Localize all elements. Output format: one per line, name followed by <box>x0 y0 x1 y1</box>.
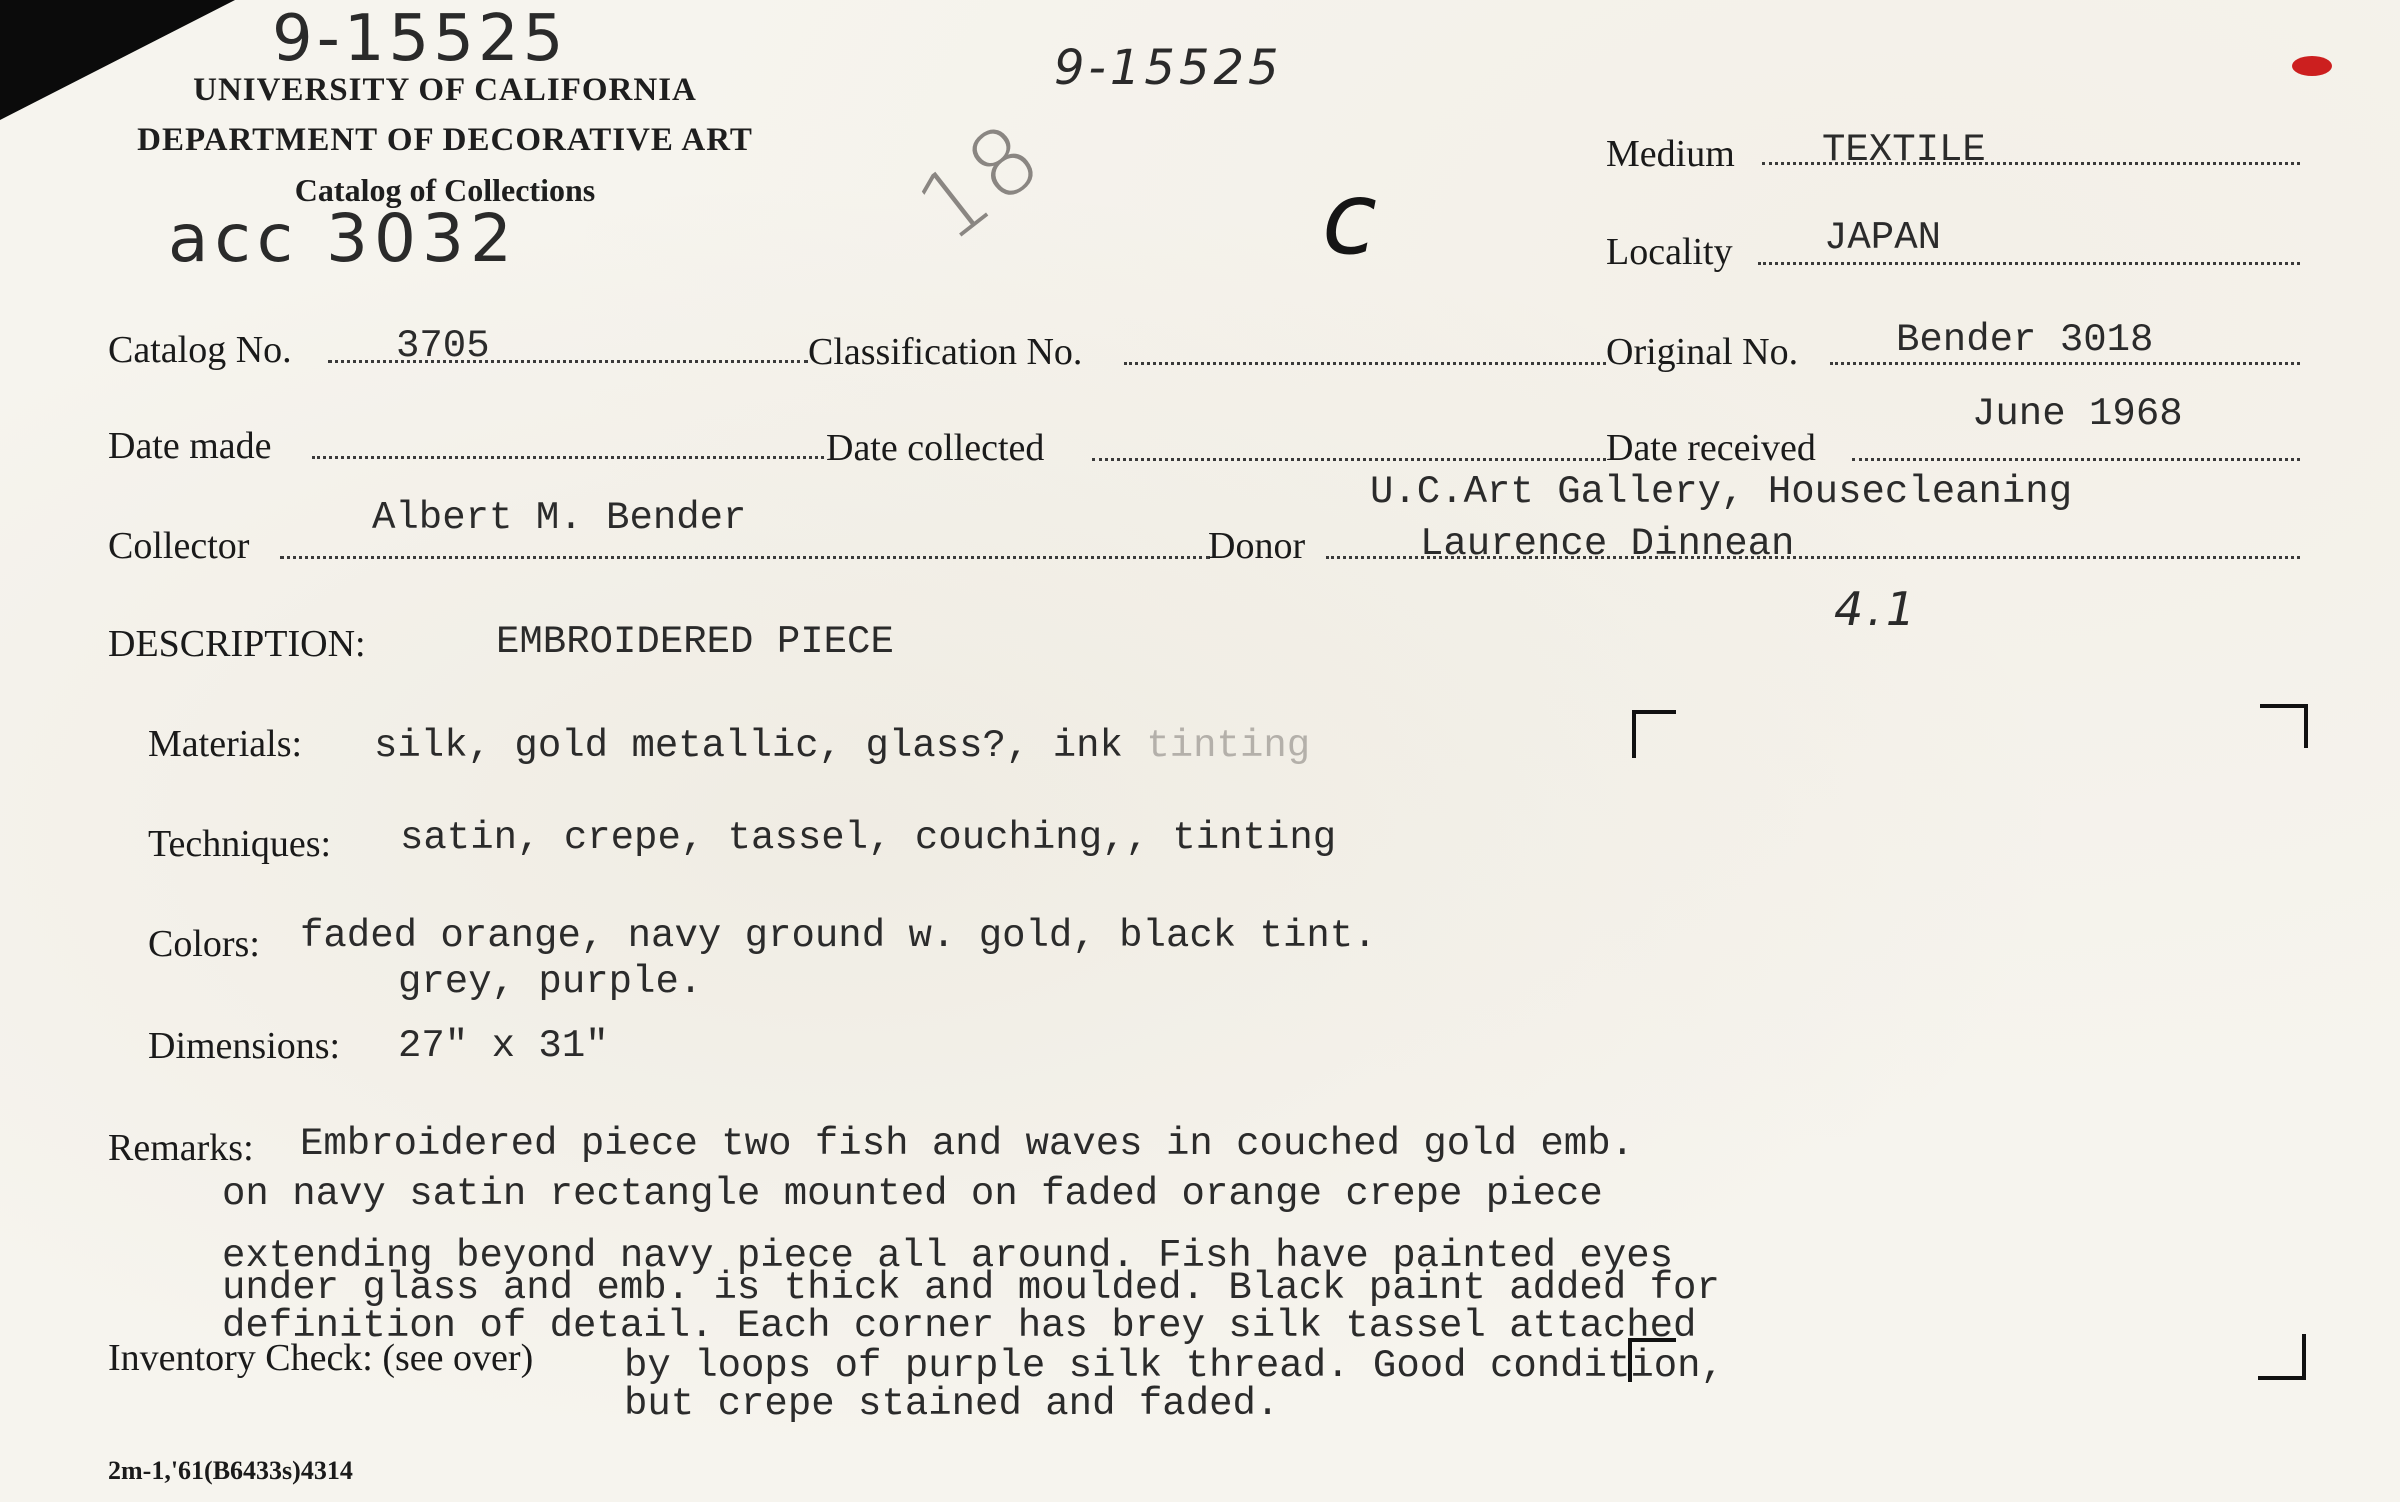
description-value: EMBROIDERED PIECE <box>496 620 894 664</box>
materials-value <box>374 724 1310 768</box>
university-heading: UNIVERSITY OF CALIFORNIA <box>193 72 697 108</box>
remarks-line5: definition of detail. Each corner has brey silk tassel attached <box>222 1304 1697 1348</box>
dimensions-label: Dimensions: <box>148 1025 341 1067</box>
date-made-label: Date made <box>108 425 272 467</box>
remarks-label: Remarks: <box>108 1127 254 1169</box>
handwritten-second-number: 9-15525 <box>1054 40 1283 96</box>
materials-text: silk, gold metallic, glass?, ink <box>374 724 1123 768</box>
remarks-line3: extending beyond navy piece all around. Fish have painted eyes <box>222 1234 1674 1278</box>
catalog-no-label: Catalog No. <box>108 329 292 371</box>
medium-label: Medium <box>1606 133 1735 175</box>
description-label: DESCRIPTION: <box>108 623 366 665</box>
handwritten-letter-mark: c <box>1322 160 1381 277</box>
materials-faint-text: tinting <box>1146 724 1311 768</box>
catalog-no-value: 3705 <box>396 324 490 368</box>
remarks-line4: under glass and emb. is thick and moulded. Black paint added for <box>222 1266 1720 1310</box>
catalog-subtitle: Catalog of Collections <box>294 172 596 208</box>
dimensions-value: 27" x 31" <box>398 1024 609 1068</box>
locality-label: Locality <box>1606 231 1733 273</box>
medium-value: TEXTILE <box>1822 128 1986 172</box>
donor-value-line1: U.C.Art Gallery, Housecleaning <box>1370 470 2073 514</box>
date-received-value: June 1968 <box>1972 392 2183 436</box>
original-no-line <box>1830 362 2300 365</box>
handwritten-note-41: 4.1 <box>1834 582 1920 636</box>
date-received-line <box>1852 458 2300 461</box>
techniques-label: Techniques: <box>148 823 332 865</box>
date-collected-label: Date collected <box>826 427 1045 469</box>
colors-line1: faded orange, navy ground w. gold, black tint. <box>300 914 1377 958</box>
colors-label: Colors: <box>148 923 260 965</box>
remarks-line7: but crepe stained and faded. <box>624 1382 1280 1426</box>
remarks-line1: Embroidered piece two fish and waves in couched gold emb. <box>300 1122 1635 1166</box>
department-heading: DEPARTMENT OF DECORATIVE ART <box>137 122 753 158</box>
crop-mark-top-right <box>2260 704 2308 748</box>
red-dot-mark <box>2292 56 2332 76</box>
collector-label: Collector <box>108 525 250 567</box>
date-made-line <box>312 456 824 459</box>
remarks-line6: by loops of purple silk thread. Good condition, <box>624 1344 1724 1388</box>
collector-value: Albert M. Bender <box>372 496 747 540</box>
locality-line <box>1758 262 2300 265</box>
crop-mark-bottom-right <box>2258 1334 2306 1380</box>
inventory-check-label: Inventory Check: (see over) <box>108 1337 534 1379</box>
donor-value-line2: Laurence Dinnean <box>1420 522 1795 566</box>
crop-mark-bottom-left <box>1628 1338 1676 1382</box>
classification-no-line <box>1124 362 1606 365</box>
print-code: 2m-1,'61(B6433s)4314 <box>108 1456 353 1485</box>
handwritten-acc-number: acc 3032 <box>168 200 518 277</box>
original-no-value: Bender 3018 <box>1896 318 2154 362</box>
techniques-value: satin, crepe, tassel, couching,, tinting <box>400 816 1337 860</box>
crop-mark-top-left <box>1632 710 1676 758</box>
donor-label: Donor <box>1208 525 1306 567</box>
collector-line <box>280 556 1210 559</box>
locality-value: JAPAN <box>1824 216 1942 260</box>
colors-line2: grey, purple. <box>398 960 703 1004</box>
handwritten-slanted-note: 18 <box>898 100 1063 263</box>
remarks-line2: on navy satin rectangle mounted on faded orange crepe piece <box>222 1172 1603 1216</box>
date-received-label: Date received <box>1606 427 1816 469</box>
original-no-label: Original No. <box>1606 331 1799 373</box>
date-collected-line <box>1092 458 1606 461</box>
classification-no-label: Classification No. <box>808 331 1083 373</box>
handwritten-top-number: 9-15525 <box>272 2 568 76</box>
materials-label: Materials: <box>148 723 303 765</box>
